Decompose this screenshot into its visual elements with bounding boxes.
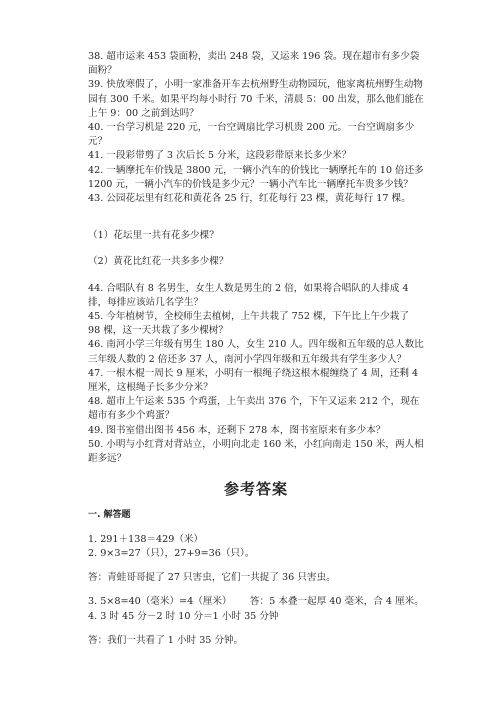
document-page <box>88 50 427 648</box>
question-50: 50. 小明与小红背对背站立，小明向北走 160 米，小红向南走 150 米，两人相距多远？ <box>88 438 424 465</box>
section-title: 一. 解答题 <box>88 510 131 521</box>
answer-4-note: 答：我们一共看了 1 小时 35 分钟。 <box>88 634 244 646</box>
spacer <box>88 624 424 634</box>
sub-question-1: （1）花坛里一共有花多少棵？ <box>88 230 219 242</box>
sub-question-2: （2）黄花比红花一共多多少棵？ <box>88 256 229 268</box>
answers-title: 参考答案 <box>223 480 288 499</box>
spacer <box>88 496 424 508</box>
question-41: 41. 一段彩带剪了 3 次后长 5 分米，这段彩带原来长多少米？ <box>88 150 352 162</box>
answer-1: 1. 291＋138＝429（米） <box>88 533 204 545</box>
spacer <box>88 270 424 282</box>
question-43: 43. 公园花坛里有红花和黄花各 25 行，红花每行 23 棵，黄花每行 17 棵。 <box>88 193 411 205</box>
question-46: 46. 南河小学三年级有男生 180 人，女生 210 人。四年级和五年级的总人数比三年级人数的 2 倍还多 37 人，南河小学四年级和五年级共有学生多少人？ <box>88 339 424 365</box>
spacer <box>88 243 424 255</box>
answer-4: 4. 3 时 45 分－2 时 10 分＝1 小时 35 分钟 <box>88 610 279 622</box>
question-42: 42. 一辆摩托车价钱是 3800 元，一辆小汽车的价钱比一辆摩托车的 10 倍还多 1200 元，一辆小汽车的价钱是多少元？一辆小汽车比一辆摩托车贵多少钱？ <box>88 164 427 190</box>
answer-2: 2. 9×3=27（只），27+9=36（只）。 <box>88 547 255 559</box>
question-48: 48. 超市上午运来 535 个鸡蛋，上午卖出 376 个，下午又运来 212 个，现在超市有多少个鸡蛋？ <box>88 396 420 422</box>
answer-2-note: 答：青蛙哥哥捉了 27 只害虫，它们一共捉了 36 只害虫。 <box>88 572 336 584</box>
question-40: 40. 一台学习机是 220 元，一台空调扇比学习机贵 200 元。一台空调扇多少元？ <box>88 122 415 148</box>
spacer <box>88 585 424 595</box>
answer-3: 3. 5×8=40（毫米）=4（厘米） 答：5 本叠一起厚 40 毫米，合 4 厘米。 <box>88 596 424 608</box>
question-45: 45. 今年植树节，全校师生去植树，上午共栽了 752 棵，下午比上午少栽了 98 棵，这一天共栽了多少棵树？ <box>88 311 412 337</box>
question-47: 47. 一根木棍一周长 9 厘米，小明有一根绳子绕这根木棍缠绕了 4 周，还剩 4 厘米，这根绳子长多少分米？ <box>88 367 422 394</box>
spacer <box>88 561 424 571</box>
spacer <box>88 206 424 229</box>
question-44: 44. 合唱队有 8 名男生，女生人数是男生的 2 倍，如果将合唱队的人排成 4 排，每排应该站几名学生？ <box>88 282 412 308</box>
question-49: 49. 图书室借出图书 456 本，还剩下 278 本，图书室原来有多少本？ <box>88 424 386 436</box>
question-39: 39. 快放寒假了，小明一家准备开车去杭州野生动物园玩，他家离杭州野生动物园有 300 千米。如果平均每小时行 70 千米，清晨 5：00 出发，那么他们能在上午 9：00 之前到达吗？ <box>88 79 424 119</box>
spacer <box>88 523 424 533</box>
question-38: 38. 超市运来 453 袋面粉，卖出 248 袋，又运来 196 袋。现在超市有多少袋面粉？ <box>88 51 420 77</box>
